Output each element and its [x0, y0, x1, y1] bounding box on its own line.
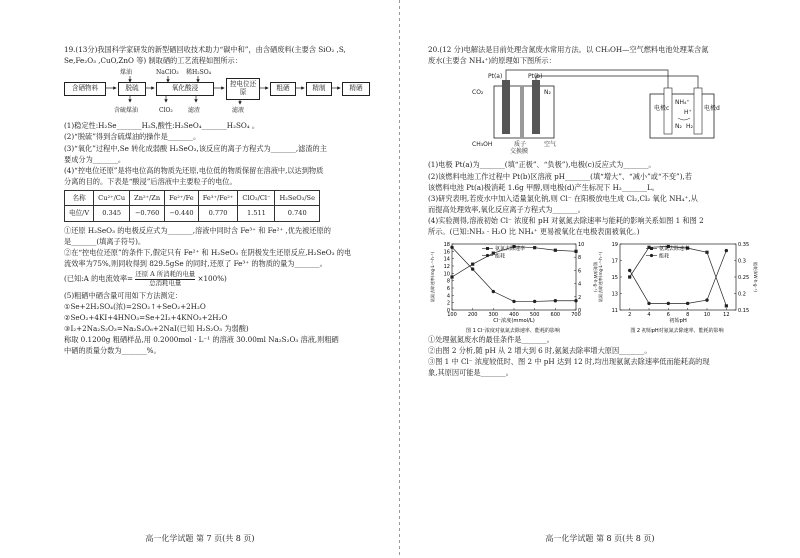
- reaction-2: ②SeO₂+4KI+4HNO₃=Se+2I₂+4KNO₃+2H₂O: [64, 313, 228, 322]
- y-tick-label: 4: [446, 292, 450, 299]
- y2-tick-label: 8: [578, 254, 582, 261]
- table-header-cell: ClO₂/Cl⁻: [238, 191, 275, 206]
- y2-tick-label: 0.15: [738, 307, 750, 314]
- label-membrane: 交换膜: [510, 148, 529, 156]
- q19-part-4b: 分离的目的。下表是“酸浸”后溶液中主要粒子的电位。: [64, 177, 237, 187]
- formula-fraction: [135, 271, 195, 287]
- chart-title: 图 1 Cl⁻浓度对氨氮去除速率、能耗的影响: [466, 327, 560, 334]
- q20-part-4b: 所示。(已知:NH₃ · H₂O 比 NH₄⁺ 更易被氧化在电极表面被氧化。): [428, 227, 640, 237]
- data-point-energy: [628, 268, 631, 271]
- table-row: [65, 206, 320, 221]
- formula-prefix: (已知:A 的电流效率=: [64, 274, 134, 284]
- x-tick-label: 400: [509, 311, 519, 318]
- y2-axis-label: 能耗(kW·h·g⁻¹): [753, 261, 758, 292]
- data-point-energy: [450, 245, 453, 248]
- flow-bottom-label-1: 含硫煤油: [114, 107, 139, 115]
- data-point-removal-rate: [554, 248, 557, 251]
- data-point-removal-rate: [533, 246, 536, 249]
- table-header-cell: 名称: [65, 191, 94, 206]
- q20-part-3b: 而提高处理效率,氧化反应离子方程式为_______。: [428, 205, 585, 215]
- y-tick-label: 15: [611, 274, 618, 281]
- q19-part-6b: 中硒的质量分数为_______%。: [64, 346, 161, 356]
- q19-part-3a: (3)“氧化”过程中,Se 转化成弱酸 H₂SeO₃,该反应的离子方程式为_______,滤渣的主: [64, 143, 327, 153]
- table-header-cell: Zn²⁺/Zn: [130, 191, 165, 206]
- table-cell: 0.345: [94, 206, 130, 221]
- flow-box-crude-se: 粗硒: [270, 82, 296, 96]
- q19-intro-2: Se,Fe₂O₃ ,CuO,ZnO 等) 制取硒的工艺流程如图所示：: [64, 56, 242, 66]
- q20-part-4a: (4)实验测得,溶液初始 Cl⁻ 浓度和 pH 对氨氮去除速率与能耗的影响关系如图 1 和图 2: [428, 216, 704, 226]
- flow-bottom-label-3: 滤渣: [188, 107, 201, 115]
- exam-page-8: [400, 0, 800, 558]
- chart-2: [596, 238, 758, 334]
- data-point-energy: [492, 289, 495, 292]
- q20-sub-3b: 象,其原因可能是_______。: [428, 368, 513, 378]
- proton-membrane: [520, 86, 524, 138]
- x-tick-label: 500: [529, 311, 540, 318]
- x-tick-label: 4: [647, 311, 651, 318]
- q20-sub-3a: ③图 1 中 Cl⁻ 浓度较低时、图 2 中 pH 达到 12 时,均出现氨氮去除速率低而能耗高的现: [428, 356, 710, 366]
- q19-part-4c-2: 是_______(填离子符号)。: [64, 236, 146, 246]
- q20-sub-1: ①处理氨氮废水的最佳条件是_______。: [428, 334, 554, 344]
- table-header-cell: Fe³⁺/Fe²⁺: [198, 191, 238, 206]
- q19-part-5: (5)粗硒中硒含量可用如下方法测定：: [64, 290, 182, 300]
- y2-tick-label: 10: [578, 241, 585, 248]
- q19-part-6a: 称取 0.1200g 粗硒样品,用 0.2000mol · L⁻¹ 的溶液 30.00ml Na₂S₂O₃ 溶液,则粗硒: [64, 335, 339, 345]
- reaction-3: ③I₂+2Na₂S₂O₃=Na₂S₄O₆+2NaI(已知 H₂S₂O₃ 为弱酸): [64, 324, 249, 334]
- flow-bottom-label-4: 滤液: [232, 107, 245, 115]
- x-tick-label: 10: [703, 311, 711, 318]
- x-tick-label: 12: [723, 311, 730, 318]
- x-tick-label: 600: [550, 311, 561, 318]
- data-point-removal-rate: [705, 250, 708, 253]
- y-tick-label: 18: [443, 241, 450, 248]
- data-point-energy: [512, 299, 515, 302]
- y-tick-label: 16: [443, 248, 450, 255]
- q20-intro-1: 20.(12 分)电解法是目前处理含氮废水常用方法。以 CH₃OH—空气燃料电池处理某含氮: [428, 45, 709, 54]
- label-air: 空气: [544, 141, 557, 149]
- label-ch3oh: CH₃OH: [472, 141, 493, 149]
- potential-table: [64, 190, 320, 221]
- label-pt-b: Pt(b): [528, 73, 543, 81]
- series-line-2: [452, 247, 576, 301]
- y-tick-label: 10: [443, 270, 450, 277]
- formula-suffix: ×100%): [197, 274, 227, 284]
- legend-label-2: 能耗: [659, 253, 670, 260]
- flow-bottom-label-2: ClO₂: [159, 107, 173, 115]
- y-tick-label: 14: [443, 256, 450, 263]
- x-tick-label: 8: [686, 311, 690, 318]
- flow-box-desulfurize: 脱硫: [118, 82, 146, 96]
- x-tick-label: 700: [571, 311, 581, 318]
- q20-part-2b: 该燃料电池 Pt(a)极消耗 1.6g 甲醇,则电极(d)产生标况下 H₂_______L。: [428, 182, 659, 192]
- y-tick-label: 12: [443, 263, 450, 270]
- label-pt-a: Pt(a): [488, 73, 503, 81]
- x-axis-label: 初始pH: [669, 317, 687, 324]
- data-point-removal-rate: [471, 262, 474, 265]
- data-point-energy: [725, 248, 728, 251]
- y-tick-label: 2: [446, 300, 450, 307]
- label-proton: 质子: [514, 141, 527, 149]
- q20-part-1: (1)电极 Pt(a)为_______(填“正极”、“负极”),电极(c)反应式为_______。: [428, 160, 656, 170]
- flow-box-raw-material: 含硒物料: [64, 82, 106, 96]
- y2-tick-label: 0.2: [738, 291, 746, 298]
- q19-part-1: (1)稳定性:H₂Se_______H₂S,酸性:H₂SeO₄_______H₂SO₄ 。: [64, 121, 260, 131]
- y2-tick-label: 4: [578, 281, 582, 288]
- y-tick-label: 8: [446, 278, 450, 285]
- data-point-removal-rate: [574, 249, 577, 252]
- table-cell: 电位/V: [65, 206, 94, 221]
- table-header-cell: Fe²⁺/Fe: [165, 191, 199, 206]
- table-header-cell: H₂SeO₃/Se: [275, 191, 320, 206]
- legend-label-2: 能耗: [495, 253, 506, 260]
- y-tick-label: 0: [446, 307, 450, 314]
- current-efficiency-formula: [64, 271, 376, 287]
- plot-frame: [620, 244, 736, 310]
- q19-part-3b: 要成分为_______。: [64, 154, 126, 164]
- q19-part-4c-1: ①还原 H₂SeO₃ 的电极反应式为_______,溶液中同时含 Fe³⁺ 和 Fe²⁺ ,优先被还原的: [64, 225, 331, 235]
- q20-intro-2: 废水(主要含 NH₄⁺)的原理如下图所示：: [428, 56, 556, 66]
- label-electrode-c: 电极c: [654, 105, 670, 113]
- y-tick-label: 11: [611, 307, 618, 314]
- data-point-energy: [705, 298, 708, 301]
- data-point-energy: [574, 299, 577, 302]
- data-point-energy: [686, 301, 689, 304]
- y2-tick-label: 0.25: [738, 274, 750, 281]
- y2-tick-label: 0.35: [738, 241, 750, 248]
- x-tick-label: 300: [488, 311, 499, 318]
- label-co2: CO₂: [472, 89, 484, 97]
- q19-intro-1: 19.(13分)我国科学家研发的新型硒回收技术助力“碳中和”，由含硒废料(主要含 SiO₂ ,S,: [64, 45, 346, 54]
- y-tick-label: 13: [611, 291, 618, 298]
- data-point-energy: [647, 301, 650, 304]
- y-axis-label: 氨氮去除速率(mg·L⁻¹·h⁻¹): [430, 251, 435, 302]
- formula-numerator: 还原 A 所消耗的电量: [135, 270, 196, 279]
- label-n2-out: N₂: [544, 89, 551, 97]
- y-tick-label: 17: [611, 258, 618, 265]
- flow-box-potential-reduction: 控电位还原: [226, 78, 260, 100]
- table-cell: 0.770: [198, 206, 238, 221]
- chart-title: 图 2 初始pH对氨氮去除速率、能耗的影响: [630, 327, 724, 334]
- data-point-removal-rate: [628, 275, 631, 278]
- pt-b-electrode: [532, 80, 540, 134]
- label-nh4: NH₄⁺: [675, 99, 690, 107]
- chart-1: [428, 238, 598, 334]
- series-line-2: [630, 250, 727, 303]
- pt-a-electrode: [502, 80, 510, 134]
- x-tick-label: 200: [467, 311, 478, 318]
- series-line-1: [630, 246, 727, 305]
- flow-box-oxidative-leach: 氧化酸浸: [156, 82, 214, 96]
- y-tick-label: 19: [611, 241, 618, 248]
- x-tick-label: 6: [666, 311, 670, 318]
- table-cell: 0.740: [275, 206, 320, 221]
- q20-part-3a: (3)研究表明,若废水中加入适量氯化钠,则 Cl⁻ 在阳极放电生成 Cl₂,Cl₂ 氧化 NH₄⁺,从: [428, 193, 698, 203]
- q20-sub-2: ②由图 2 分析,随 pH 从 2 增大到 6 时,氨氮去除率增大原因_______。: [428, 345, 652, 355]
- legend-label-1: 氨氮去除速率: [495, 245, 526, 252]
- q19-part-2: (2)“脱硫”得到含硫煤油的操作是_______。: [64, 132, 201, 142]
- label-h-plus: H⁺: [684, 109, 692, 117]
- electrolysis-diagram: [428, 66, 758, 156]
- y2-tick-label: 0: [578, 307, 582, 314]
- legend-label-1: 氨氮去除速率: [659, 245, 690, 252]
- flow-top-label-3: 稀H₂SO₄: [186, 69, 212, 77]
- q19-part-4d-2: 流效率为75%,则同收得到 829.5gSe 的同时,还原了 Fe³⁺ 的物质的量为_______。: [64, 259, 327, 269]
- question-20: [428, 44, 758, 378]
- x-axis-label: Cl⁻浓度(mmol/L): [493, 317, 535, 324]
- table-cell: −0.440: [165, 206, 199, 221]
- flow-top-label-1: 煤油: [120, 69, 133, 77]
- y2-tick-label: 6: [578, 267, 582, 274]
- page-footer-right: 高一化学试题 第 8 页(共 8 页): [545, 534, 655, 543]
- data-point-energy: [554, 299, 557, 302]
- y2-tick-label: 2: [578, 294, 582, 301]
- question-19: [64, 44, 376, 357]
- table-cell: 1.511: [238, 206, 275, 221]
- flow-top-label-2: NaClO₃: [156, 69, 179, 77]
- data-point-removal-rate: [450, 275, 453, 278]
- data-point-energy: [533, 299, 536, 302]
- x-tick-label: 2: [628, 311, 632, 318]
- y-axis-label: 氨氮去除速率(mg·L⁻¹·h⁻¹): [598, 251, 603, 302]
- label-n2: N₂: [675, 123, 682, 131]
- label-electrode-d: 电极d: [704, 105, 720, 113]
- data-point-energy: [471, 267, 474, 270]
- label-h2: H₂: [686, 123, 693, 131]
- table-cell: −0.760: [130, 206, 165, 221]
- data-point-removal-rate: [725, 304, 728, 307]
- formula-denominator: 总消耗电量: [149, 279, 182, 287]
- x-tick-label: 100: [447, 311, 457, 318]
- table-header-cell: Cu²⁺/Cu: [94, 191, 130, 206]
- process-flow-diagram: [64, 68, 376, 116]
- charts-row: [428, 238, 758, 334]
- y2-tick-label: 0.3: [738, 258, 746, 265]
- flow-box-refine: 精制: [306, 82, 332, 96]
- q19-part-4d-1: ②在“控电位还原”的条件下,假定只有 Fe²⁺ 和 H₂SeO₃ 在阴极发生还原反应,H₂SeO₃ 的电: [64, 248, 352, 257]
- data-point-energy: [667, 301, 670, 304]
- table-header-row: [65, 191, 320, 206]
- reaction-1: ①Se+2H₂SO₄(浓)=2SO₂↑+SeO₂+2H₂O: [64, 301, 206, 311]
- page-footer-left: 高一化学试题 第 7 页(共 8 页): [145, 534, 255, 543]
- q19-part-4a: (4)“控电位还原”是将电位高的物质先还原,电位低的物质保留在溶液中,以达到物质: [64, 165, 324, 175]
- y-tick-label: 6: [446, 285, 450, 292]
- y2-axis-label: 能耗(kW·h·g⁻¹): [593, 261, 598, 292]
- q20-part-2a: (2)该燃料电池工作过程中 Pt(b)区溶液 pH_______(填“增大”、“减小”或“不变”),若: [428, 171, 692, 181]
- flow-box-pure-se: 精硒: [342, 82, 370, 96]
